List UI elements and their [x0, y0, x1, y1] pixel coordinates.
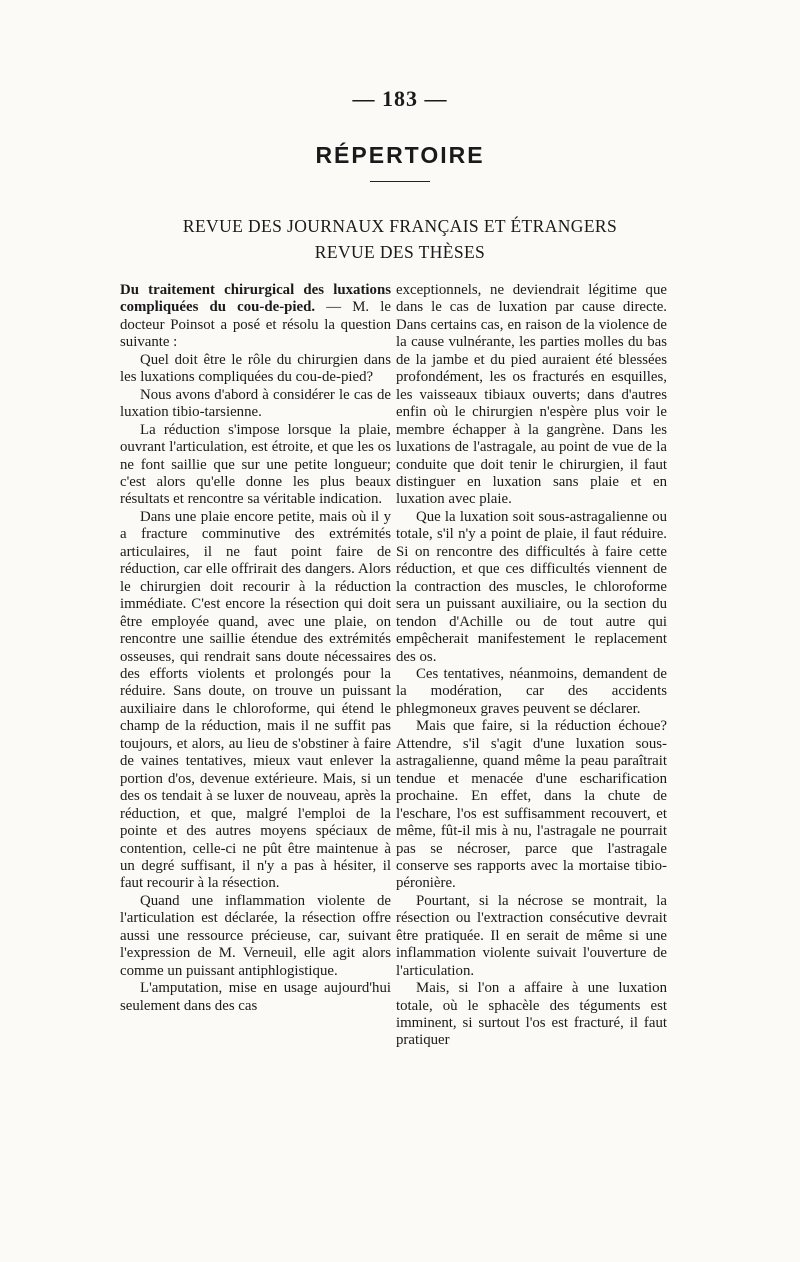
paragraph: exceptionnels, ne deviendrait légitime que dans le cas de luxation par cause directe. Dans certains cas, en raison de la violence de la cause vulnérante, les parties molles du bas de la jambe et du pied auraient été blessées profondément, les os fracturés en esquilles, les vaisseaux tibiaux ouverts; dans d'autres enfin où le chirurgien n'espère plus voir le membre échapper à la gangrène. Dans les luxations de l'astragale, au point de vue de la conduite que doit tenir le chirurgien, il faut distinguer en luxation sans plaie et en luxation avec plaie. [396, 282, 667, 508]
page-number: — 183 — [352, 86, 448, 111]
subhead-theses: REVUE DES THÈSES [314, 242, 486, 262]
paragraph: Quel doit être le rôle du chirurgien dans les luxations compliquées du cou-de-pied? [120, 351, 391, 386]
subhead-journaux: REVUE DES JOURNAUX FRANÇAIS ET ÉTRANGERS [182, 216, 618, 236]
paragraph [120, 282, 391, 352]
paragraph: Pourtant, si la nécrose se montrait, la résection ou l'extraction consécutive devrait être pratiquée. Il en serait de même si une inflammation violente suivait l'ouverture de l'articulation. [396, 892, 667, 979]
article-title: Du traitement chirurgical des luxations compliquées du cou-de-pied. [120, 282, 391, 316]
paragraph: Mais que faire, si la réduction échoue? Attendre, s'il s'agit d'une luxation sous-astragalienne, quand même la peau paraîtrait tendue et menacée d'une escharification prochaine. En effet, dans la chute de l'eschare, l'os est suffisamment recouvert, et même, fût-il mis à nu, l'astragale ne pourrait pas se nécroser, parce que l'astragale conserve ses rapports avec la mortaise tibio-péronière. [396, 718, 667, 892]
paragraph: La réduction s'impose lorsque la plaie, ouvrant l'articulation, est étroite, et que les os ne font saillie que sur une petite longueur; c'est alors qu'elle donne les plus beaux résultats et rencontre sa véritable indication. [120, 421, 391, 508]
paragraph: Quand une inflammation violente de l'articulation est déclarée, la résection offre aussi une ressource précieuse, car, suivant l'expression de M. Verneuil, elle agit alors comme un puissant antiphlogistique. [120, 892, 391, 979]
right-column [396, 282, 667, 1050]
paragraph: Dans une plaie encore petite, mais où il y a fracture comminutive des extrémités articulaires, il ne faut point faire de réduction, car elle offrirait des dangers. Alors le chirurgien doit recourir à la réduction immédiate. C'est encore la résection qui doit être employée quand, avec une plaie, on rencontre une saillie étendue des extrémités osseuses, qui rendrait sans doute nécessaires des efforts violents et prolongés pour la réduire. Sans doute, on trouve un puissant auxiliaire dans le chloroforme, qui étend le champ de la réduction, mais il ne suffit pas toujours, et alors, au lieu de s'obstiner à faire de vaines tentatives, mieux vaut enlever la portion d'os, devenue extérieure. Mais, si un des os tendait à se luxer de nouveau, après la réduction, et que, malgré l'emploi de la pointe et des autres moyens spéciaux de contention, celle-ci ne pût être maintenue à un degré suffisant, il n'y a pas à hésiter, il faut recourir à la résection. [120, 508, 391, 892]
paragraph: L'amputation, mise en usage aujourd'hui seulement dans des cas [120, 980, 391, 1014]
section-title: RÉPERTOIRE [315, 142, 485, 168]
title-divider [370, 181, 430, 182]
paragraph: Ces tentatives, néanmoins, demandent de la modération, car des accidents phlegmoneux graves peuvent se déclarer. [396, 665, 667, 717]
paragraph: Que la luxation soit sous-astragalienne ou totale, s'il n'y a point de plaie, il faut réduire. Si on rencontre des difficultés à faire cette réduction, et que ces difficultés viennent de la contraction des muscles, le chloroforme sera un puissant auxiliaire, ou la section du tendon d'Achille ou de tout autre qui empêcherait manifestement le replacement des os. [396, 508, 667, 665]
paragraph: Mais, si l'on a affaire à une luxation totale, où le sphacèle des téguments est imminent, si surtout l'os est fracturé, il faut pratiquer [396, 980, 667, 1049]
paragraph-text: — M. le docteur Poinsot a posé et résolu la question suivante : [120, 299, 391, 351]
left-column [120, 282, 391, 1015]
paragraph: Nous avons d'abord à considérer le cas de luxation tibio-tarsienne. [120, 386, 391, 421]
